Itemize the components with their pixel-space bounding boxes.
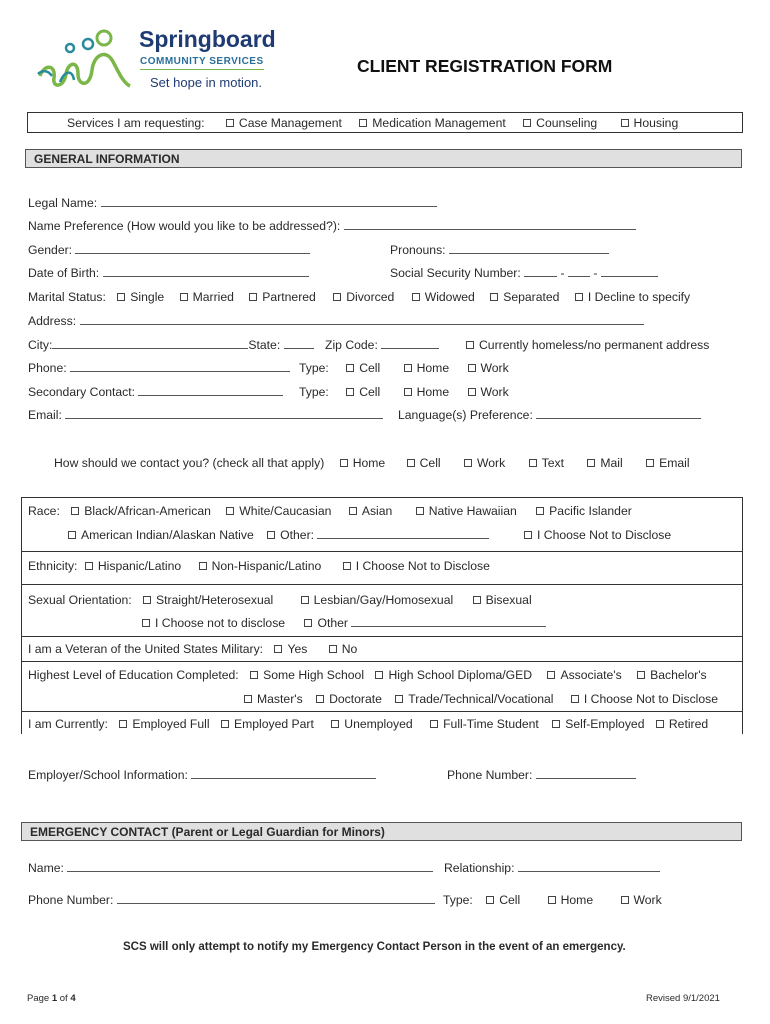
checkbox-icon xyxy=(464,459,472,467)
contact-cell[interactable]: Cell xyxy=(407,456,441,470)
checkbox-icon xyxy=(407,459,415,467)
marital-decline[interactable]: I Decline to specify xyxy=(575,290,690,304)
education-row-1: Highest Level of Education Completed: Some High School High School Diploma/GED Associate's Bachelor's xyxy=(28,668,707,682)
emergency-relationship-field[interactable]: Relationship: xyxy=(444,861,660,875)
contact-method-row: How should we contact you? (check all that apply) Home Cell Work Text Mail Email xyxy=(54,456,690,470)
employer-phone-field[interactable]: Phone Number: xyxy=(447,768,636,782)
secondary-type-row: Type: Cell Home Work xyxy=(299,385,509,399)
checkbox-icon xyxy=(375,671,383,679)
checkbox-icon xyxy=(329,645,337,653)
checkbox-icon xyxy=(301,596,309,604)
checkbox-icon xyxy=(331,720,339,728)
city-input[interactable] xyxy=(52,338,248,349)
divider xyxy=(21,584,742,585)
checkbox-icon xyxy=(468,364,476,372)
secondary-type-cell[interactable]: Cell xyxy=(346,385,380,399)
checkbox-icon xyxy=(395,695,403,703)
marital-single[interactable]: Single xyxy=(117,290,164,304)
checkbox-icon xyxy=(119,720,127,728)
checkbox-icon xyxy=(468,388,476,396)
race-nodisclose[interactable]: I Choose Not to Disclose xyxy=(524,528,671,542)
marital-partnered[interactable]: Partnered xyxy=(249,290,316,304)
contact-text[interactable]: Text xyxy=(529,456,564,470)
table-border-left xyxy=(21,497,22,734)
services-option-case-management[interactable]: Case Management xyxy=(226,116,342,130)
emergency-name-field[interactable]: Name: xyxy=(28,861,433,875)
pronouns-field[interactable]: Pronouns: xyxy=(390,243,609,257)
checkbox-icon xyxy=(249,293,257,301)
logo-subtitle: COMMUNITY SERVICES xyxy=(140,56,264,70)
employment-self[interactable]: Self-Employed xyxy=(552,717,644,731)
marital-separated[interactable]: Separated xyxy=(490,290,559,304)
checkbox-icon xyxy=(226,119,234,127)
race-black[interactable]: Black/African-American xyxy=(71,504,211,518)
phone-type-row: Type: Cell Home Work xyxy=(299,361,509,375)
legal-name-field[interactable]: Legal Name: xyxy=(28,196,437,210)
edu-nodisclose[interactable]: I Choose Not to Disclose xyxy=(571,692,718,706)
emergency-type-row: Type: Cell Home Work xyxy=(443,893,662,907)
phone-type-work[interactable]: Work xyxy=(468,361,509,375)
language-field[interactable]: Language(s) Preference: xyxy=(398,408,701,422)
checkbox-icon xyxy=(340,459,348,467)
marital-status-row: Marital Status: Single Married Partnered Divorced Widowed Separated I Decline to specify xyxy=(28,290,691,304)
edu-masters[interactable]: Master's xyxy=(244,692,303,706)
ethnicity-hispanic[interactable]: Hispanic/Latino xyxy=(85,559,181,573)
divider xyxy=(21,711,742,712)
checkbox-icon xyxy=(547,671,555,679)
checkbox-icon xyxy=(412,293,420,301)
checkbox-icon xyxy=(304,619,312,627)
veteran-no[interactable]: No xyxy=(329,642,358,656)
checkbox-icon xyxy=(316,695,324,703)
race-other[interactable]: Other: xyxy=(267,528,489,542)
address-field[interactable]: Address: xyxy=(28,314,644,328)
checkbox-icon xyxy=(404,364,412,372)
checkbox-icon xyxy=(524,531,532,539)
ssn-field[interactable]: Social Security Number: - - xyxy=(390,266,658,280)
edu-associates[interactable]: Associate's xyxy=(547,668,621,682)
emergency-phone-field[interactable]: Phone Number: xyxy=(28,893,435,907)
checkbox-icon xyxy=(571,695,579,703)
checkbox-icon xyxy=(404,388,412,396)
edu-bachelors[interactable]: Bachelor's xyxy=(637,668,707,682)
divider xyxy=(21,636,742,637)
contact-email[interactable]: Email xyxy=(646,456,689,470)
checkbox-icon xyxy=(349,507,357,515)
state-input[interactable] xyxy=(284,338,314,349)
race-white[interactable]: White/Caucasian xyxy=(226,504,331,518)
orientation-row-1: Sexual Orientation: Straight/Heterosexual Lesbian/Gay/Homosexual Bisexual xyxy=(28,593,532,607)
homeless-checkbox[interactable]: Currently homeless/no permanent address xyxy=(466,338,709,352)
orientation-bisexual[interactable]: Bisexual xyxy=(473,593,532,607)
secondary-contact-field[interactable]: Secondary Contact: xyxy=(28,385,283,399)
checkbox-icon xyxy=(646,459,654,467)
contact-home[interactable]: Home xyxy=(340,456,386,470)
name-preference-field[interactable]: Name Preference (How would you like to be addressed?): xyxy=(28,219,636,233)
phone-field[interactable]: Phone: xyxy=(28,361,290,375)
emergency-type-home[interactable]: Home xyxy=(548,893,594,907)
gender-field[interactable]: Gender: xyxy=(28,243,310,257)
checkbox-icon xyxy=(180,293,188,301)
edu-doctorate[interactable]: Doctorate xyxy=(316,692,382,706)
checkbox-icon xyxy=(637,671,645,679)
form-title: CLIENT REGISTRATION FORM xyxy=(357,56,613,76)
checkbox-icon xyxy=(346,364,354,372)
employment-unemployed[interactable]: Unemployed xyxy=(331,717,412,731)
page-number: Page 1 of 4 xyxy=(27,993,76,1004)
general-info-header: GENERAL INFORMATION xyxy=(25,149,742,168)
race-row-1: Race: Black/African-American White/Caucasian Asian Native Hawaiian Pacific Islander xyxy=(28,504,632,518)
divider xyxy=(21,551,742,552)
logo-name: Springboard xyxy=(139,26,276,52)
checkbox-icon xyxy=(346,388,354,396)
edu-trade[interactable]: Trade/Technical/Vocational xyxy=(395,692,553,706)
logo-figures-icon xyxy=(34,26,134,96)
emergency-contact-header: EMERGENCY CONTACT (Parent or Legal Guardian for Minors) xyxy=(21,822,742,841)
contact-mail[interactable]: Mail xyxy=(587,456,622,470)
checkbox-icon xyxy=(71,507,79,515)
checkbox-icon xyxy=(416,507,424,515)
checkbox-icon xyxy=(473,596,481,604)
checkbox-icon xyxy=(523,119,531,127)
veteran-yes[interactable]: Yes xyxy=(274,642,307,656)
services-option-housing[interactable]: Housing xyxy=(621,116,679,130)
dob-field[interactable]: Date of Birth: xyxy=(28,266,309,280)
services-label: Services I am requesting: xyxy=(67,116,205,130)
divider xyxy=(21,661,742,662)
secondary-type-home[interactable]: Home xyxy=(404,385,450,399)
checkbox-icon xyxy=(486,896,494,904)
race-american-indian[interactable]: American Indian/Alaskan Native xyxy=(68,528,254,542)
marital-married[interactable]: Married xyxy=(180,290,234,304)
checkbox-icon xyxy=(548,896,556,904)
edu-some-high-school[interactable]: Some High School xyxy=(250,668,364,682)
race-native-hawaiian[interactable]: Native Hawaiian xyxy=(416,504,517,518)
table-border-right xyxy=(742,497,743,734)
checkbox-icon xyxy=(250,671,258,679)
employment-part[interactable]: Employed Part xyxy=(221,717,314,731)
checkbox-icon xyxy=(552,720,560,728)
employment-row: I am Currently: Employed Full Employed Part Unemployed Full-Time Student Self-Employed Retired xyxy=(28,717,709,731)
logo xyxy=(34,26,284,96)
checkbox-icon xyxy=(575,293,583,301)
orientation-other[interactable]: Other xyxy=(304,616,546,630)
race-asian[interactable]: Asian xyxy=(349,504,393,518)
employment-retired[interactable]: Retired xyxy=(656,717,708,731)
services-row xyxy=(27,112,743,133)
email-field[interactable]: Email: xyxy=(28,408,383,422)
divider xyxy=(21,497,742,498)
checkbox-icon xyxy=(587,459,595,467)
ethnicity-non-hispanic[interactable]: Non-Hispanic/Latino xyxy=(199,559,322,573)
employment-full[interactable]: Employed Full xyxy=(119,717,209,731)
employment-student[interactable]: Full-Time Student xyxy=(430,717,539,731)
education-row-2 xyxy=(244,692,718,706)
checkbox-icon xyxy=(359,119,367,127)
checkbox-icon xyxy=(143,596,151,604)
emergency-notice: SCS will only attempt to notify my Emergency Contact Person in the event of an emergency. xyxy=(123,941,626,953)
marital-divorced[interactable]: Divorced xyxy=(333,290,394,304)
checkbox-icon xyxy=(621,119,629,127)
checkbox-icon xyxy=(142,619,150,627)
zip-input[interactable] xyxy=(381,338,439,349)
checkbox-icon xyxy=(343,562,351,570)
secondary-type-work[interactable]: Work xyxy=(468,385,509,399)
checkbox-icon xyxy=(333,293,341,301)
veteran-row: I am a Veteran of the United States Military: Yes No xyxy=(28,642,358,656)
checkbox-icon xyxy=(117,293,125,301)
checkbox-icon xyxy=(226,507,234,515)
logo-tagline: Set hope in motion. xyxy=(150,75,263,90)
orientation-straight[interactable]: Straight/Heterosexual xyxy=(143,593,273,607)
checkbox-icon xyxy=(199,562,207,570)
checkbox-icon xyxy=(656,720,664,728)
city-state-zip-row: City: State: Zip Code: xyxy=(28,338,439,352)
employer-field[interactable]: Employer/School Information: xyxy=(28,768,376,782)
checkbox-icon xyxy=(267,531,275,539)
checkbox-icon xyxy=(490,293,498,301)
ethnicity-row: Ethnicity: Hispanic/Latino Non-Hispanic/Latino I Choose Not to Disclose xyxy=(28,559,490,573)
orientation-nodisclose[interactable]: I Choose not to disclose xyxy=(142,616,285,630)
emergency-type-work[interactable]: Work xyxy=(621,893,662,907)
checkbox-icon xyxy=(85,562,93,570)
checkbox-icon xyxy=(221,720,229,728)
orientation-row-2 xyxy=(142,616,546,630)
ethnicity-nodisclose[interactable]: I Choose Not to Disclose xyxy=(343,559,490,573)
checkbox-icon xyxy=(466,341,474,349)
checkbox-icon xyxy=(244,695,252,703)
services-option-counseling[interactable]: Counseling xyxy=(523,116,597,130)
checkbox-icon xyxy=(536,507,544,515)
emergency-type-cell[interactable]: Cell xyxy=(486,893,520,907)
checkbox-icon xyxy=(430,720,438,728)
revised-date: Revised 9/1/2021 xyxy=(646,993,720,1004)
contact-work[interactable]: Work xyxy=(464,456,505,470)
marital-widowed[interactable]: Widowed xyxy=(412,290,475,304)
checkbox-icon xyxy=(68,531,76,539)
orientation-lgh[interactable]: Lesbian/Gay/Homosexual xyxy=(301,593,454,607)
checkbox-icon xyxy=(529,459,537,467)
phone-type-home[interactable]: Home xyxy=(404,361,450,375)
services-option-medication[interactable]: Medication Management xyxy=(359,116,505,130)
phone-type-cell[interactable]: Cell xyxy=(346,361,380,375)
edu-diploma[interactable]: High School Diploma/GED xyxy=(375,668,532,682)
race-row-2 xyxy=(68,528,489,542)
checkbox-icon xyxy=(274,645,282,653)
race-pacific-islander[interactable]: Pacific Islander xyxy=(536,504,632,518)
checkbox-icon xyxy=(621,896,629,904)
